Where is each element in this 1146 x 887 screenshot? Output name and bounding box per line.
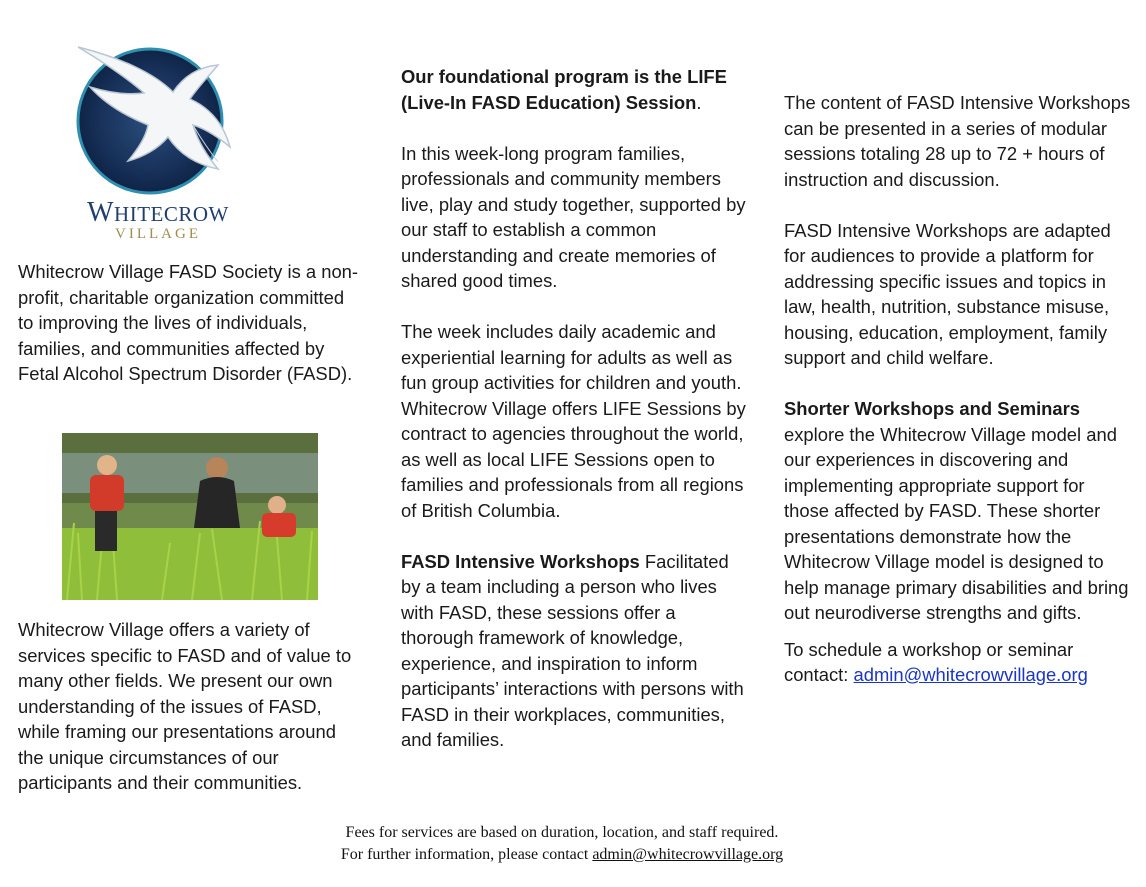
logo-wordmark: WHITECROW [87, 197, 229, 228]
intensive-heading: FASD Intensive Workshops [401, 550, 640, 572]
shorter-heading: Shorter Workshops and Seminars [784, 398, 1081, 419]
life-heading: Our foundational program is the LIFE (Live-In FASD Education) Session [401, 66, 727, 113]
workshops-column [784, 90, 1134, 688]
life-heading-paragraph: Our foundational program is the LIFE (Live-In FASD Education) Session. [401, 66, 727, 113]
footer-email-link[interactable]: admin@whitecrowvillage.org [592, 846, 784, 863]
footer-fees: Fees for services are based on duration, location, and staff required. [345, 824, 779, 841]
modular-paragraph: The content of FASD Intensive Workshops can be presented in a series of modular sessions totaling 28 up to 72 + hours of instruction and discussion. [784, 92, 1131, 190]
dove-icon [58, 37, 258, 197]
adapted-paragraph: FASD Intensive Workshops are adapted for audiences to provide a platform for addressing specific issues and topics in law, health, nutrition, substance misuse, housing, education, employment, family support and child welfare. [784, 219, 1111, 368]
intensive-paragraph: FASD Intensive Workshops Facilitated by a team including a person who lives with FASD, these sessions offer a thorough framework of knowledge, experience, and inspiration to inform participants’ interactions with persons with FASD in their workplaces, communities, and families. [401, 550, 744, 750]
whitecrow-logo [58, 37, 258, 247]
life-paragraph-1: In this week-long program families, professionals and community members live, play and study together, supported by our staff to establish a common understanding and create memories of shared good times. [401, 142, 746, 291]
footer-contact: For further information, please contact admin@whitecrowvillage.org [340, 846, 784, 863]
life-column [401, 64, 751, 753]
schedule-email-link[interactable]: admin@whitecrowvillage.org [853, 664, 1088, 685]
family-in-grass-photo [62, 433, 318, 600]
intro-paragraph: Whitecrow Village FASD Society is a non-profit, charitable organization committed to improving the lives of individuals, families, and communities affected by Fetal Alcohol Spectrum Disorder (FASD). [18, 261, 359, 384]
footer [0, 822, 1124, 866]
life-paragraph-2: The week includes daily academic and experiential learning for adults as well as fun group activities for children and youth. Whitecrow Village offers LIFE Sessions by contract to agencies throughout the world, as well as local LIFE Sessions open to families and professionals from all regions of British Columbia. [401, 321, 746, 521]
services-paragraph: Whitecrow Village offers a variety of services specific to FASD and of value to many other fields. We present our own understanding of the issues of FASD, while framing our presentations around the unique circumstances of our participants and their communities. [18, 619, 352, 793]
schedule-paragraph: To schedule a workshop or seminar contact: admin@whitecrowvillage.org [784, 638, 1088, 685]
shorter-paragraph: explore the Whitecrow Village model and our experiences in discovering and implementing appropriate support for those affected by FASD. These shorter presentations demonstrate how the Whitecrow Village model is designed to help manage primary disabilities and bring out neurodiverse strengths and gifts. [784, 423, 1129, 623]
logo-subtitle: VILLAGE [115, 226, 201, 242]
